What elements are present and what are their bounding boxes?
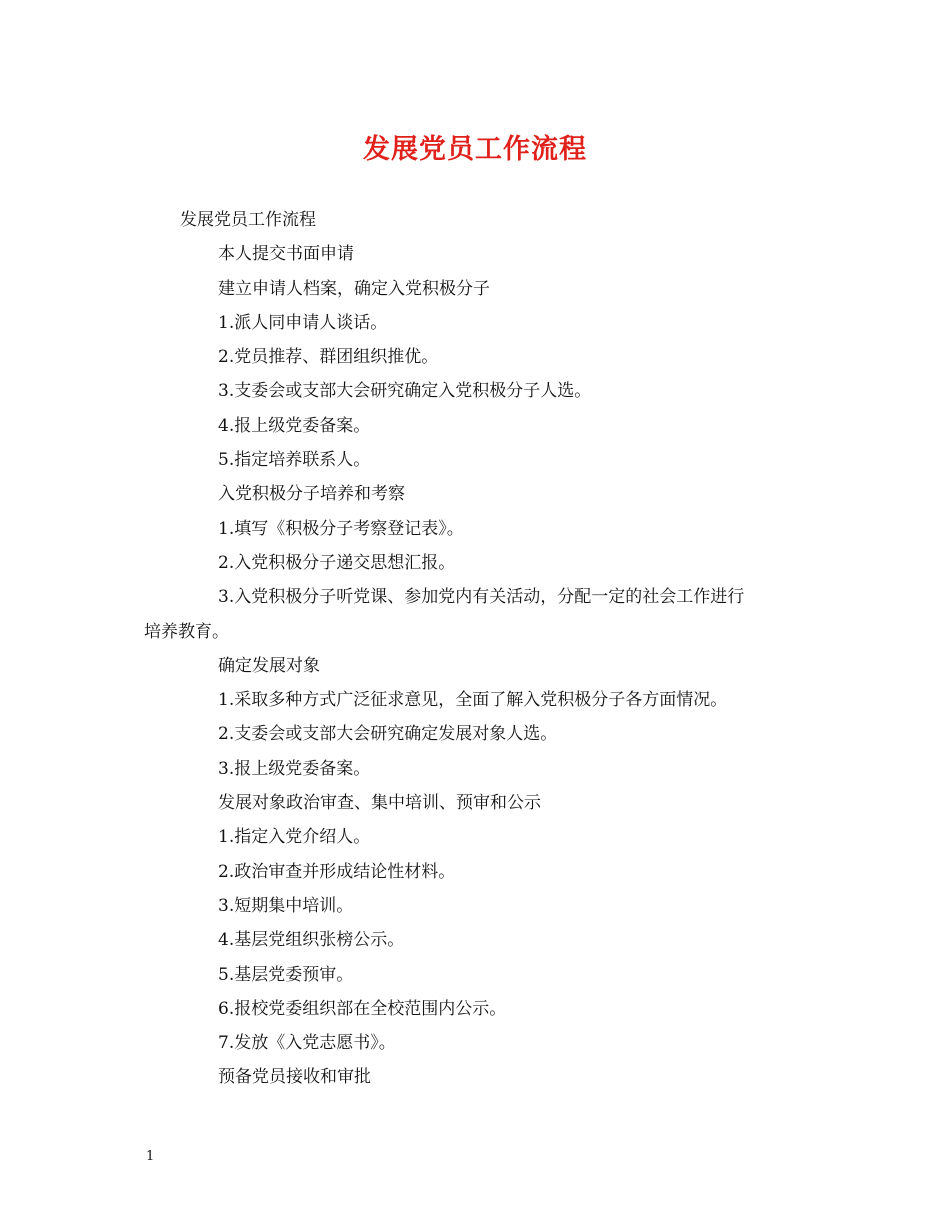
section-heading: 发展对象政治审查、集中培训、预审和公示	[218, 793, 541, 814]
document-title: 发展党员工作流程	[363, 134, 587, 165]
page-number: 1	[146, 1149, 155, 1164]
section-heading: 确定发展对象	[218, 655, 320, 676]
list-item: 1.派人同申请人谈话。	[218, 312, 388, 333]
list-item: 4.报上级党委备案。	[218, 415, 371, 436]
list-item: 6.报校党委组织部在全校范围内公示。	[218, 998, 507, 1019]
list-item: 5.指定培养联系人。	[218, 450, 371, 471]
section-heading: 建立申请人档案，确定入党积极分子	[218, 278, 490, 299]
list-item: 2.党员推荐、群团组织推优。	[218, 347, 439, 368]
list-item: 3.短期集中培训。	[218, 895, 354, 916]
list-item: 7.发放《入党志愿书》。	[218, 1033, 396, 1054]
list-item: 2.政治审查并形成结论性材料。	[218, 861, 456, 882]
section-heading: 入党积极分子培养和考察	[218, 484, 405, 505]
list-item: 2.入党积极分子递交思想汇报。	[218, 552, 456, 573]
list-item: 5.基层党委预审。	[218, 964, 354, 985]
paragraph: 发展党员工作流程	[180, 210, 316, 230]
list-item: 1.填写《积极分子考察登记表》。	[218, 518, 464, 539]
list-item: 2.支委会或支部大会研究确定发展对象人选。	[218, 724, 558, 745]
section-heading: 预备党员接收和审批	[218, 1067, 371, 1088]
list-item: 3.报上级党委备案。	[218, 758, 371, 779]
list-item: 1.指定入党介绍人。	[218, 827, 371, 848]
list-item: 1.采取多种方式广泛征求意见，全面了解入党积极分子各方面情况。	[218, 690, 728, 711]
list-item: 4.基层党组织张榜公示。	[218, 930, 405, 951]
list-item: 3.支委会或支部大会研究确定入党积极分子人选。	[218, 381, 592, 402]
section-heading: 本人提交书面申请	[218, 244, 354, 265]
list-item: 3.入党积极分子听党课、参加党内有关活动，分配一定的社会工作进行	[218, 587, 745, 608]
list-item-continuation: 培养教育。	[144, 621, 229, 642]
document-body	[144, 203, 806, 1095]
